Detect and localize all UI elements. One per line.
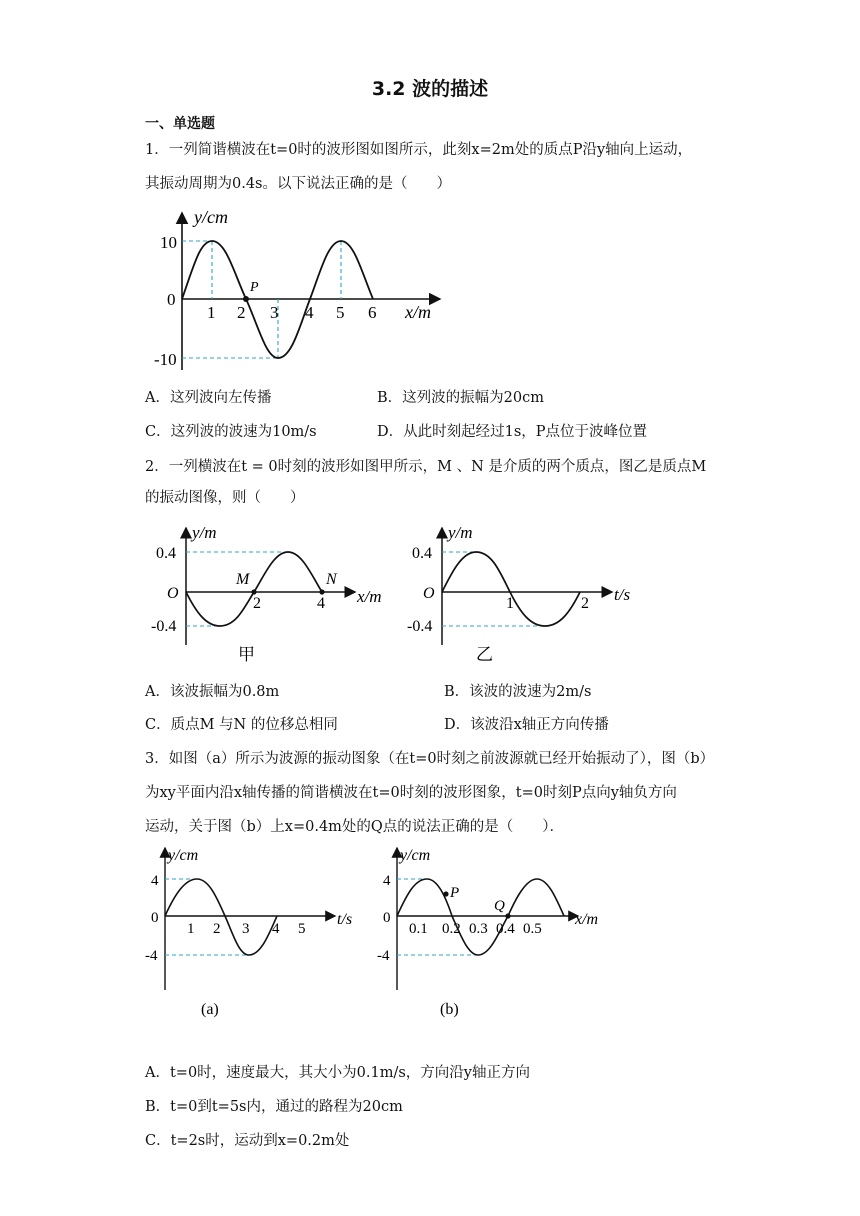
q3-option-c: C．t=2s时，运动到x=0.2m处 xyxy=(145,1133,350,1149)
q1-option-b: B．这列波的振幅为20cm xyxy=(377,390,544,406)
svg-text:0.3: 0.3 xyxy=(469,921,488,937)
q2-caption-b: 乙 xyxy=(476,645,493,664)
q2-option-b: B．该波的波速为2m/s xyxy=(444,684,592,700)
q3-text-line-3: 运动，关于图（b）上x=0.4m处的Q点的说法正确的是（ ）． xyxy=(145,819,565,835)
q3-text-line-1: 3．如图（a）所示为波源的振动图象（在t=0时刻之前波源就已经开始振动了），图（b） xyxy=(145,751,715,767)
svg-text:2: 2 xyxy=(253,595,261,612)
q1-wave-figure xyxy=(150,205,450,375)
svg-text:x/m: x/m xyxy=(357,587,382,606)
q1-y-label: y/cm xyxy=(194,207,228,227)
svg-text:4: 4 xyxy=(151,873,159,889)
svg-text:-0.4: -0.4 xyxy=(407,618,433,635)
svg-text:1: 1 xyxy=(187,921,195,937)
q3-option-b: B．t=0到t=5s内，通过的路程为20cm xyxy=(145,1099,403,1115)
section-heading: 一、单选题 xyxy=(145,116,215,132)
q3-vibration-figure-a xyxy=(145,842,365,1022)
svg-text:Q: Q xyxy=(494,898,505,914)
q2-vibration-figure-b xyxy=(400,520,640,670)
svg-text:0.1: 0.1 xyxy=(409,921,428,937)
q1-xtick: 5 xyxy=(336,303,345,322)
svg-text:0.4: 0.4 xyxy=(496,921,515,937)
svg-text:0.5: 0.5 xyxy=(523,921,542,937)
svg-text:y/m: y/m xyxy=(192,523,217,542)
svg-text:4: 4 xyxy=(383,873,391,889)
q3-option-a: A．t=0时，速度最大，其大小为0.1m/s，方向沿y轴正方向 xyxy=(145,1065,530,1081)
svg-text:P: P xyxy=(450,885,460,901)
q3-vibration-curve-a xyxy=(165,879,277,955)
q3-text-line-2: 为xy平面内沿x轴传播的简谐横波在t=0时刻的波形图象，t=0时刻P点向y轴负方向 xyxy=(145,785,677,801)
q2-option-a: A．该波振幅为0.8m xyxy=(145,684,280,700)
q3-wave-figure-b xyxy=(370,842,620,1022)
svg-text:y/m: y/m xyxy=(448,523,473,542)
svg-text:2: 2 xyxy=(213,921,221,937)
svg-text:0.2: 0.2 xyxy=(442,921,461,937)
q1-ytick: -10 xyxy=(154,350,177,369)
q1-xtick: 6 xyxy=(368,303,377,322)
q1-ytick: 10 xyxy=(160,233,177,252)
svg-text:-4: -4 xyxy=(377,948,390,964)
q2-option-d: D．该波沿x轴正方向传播 xyxy=(444,717,609,733)
svg-text:M: M xyxy=(236,571,250,588)
q2-text-line-1: 2．一列横波在t = 0时刻的波形如图甲所示，M 、N 是介质的两个质点，图乙是质点M xyxy=(145,459,707,475)
svg-text:0: 0 xyxy=(383,910,391,926)
q2-vibration-curve-b xyxy=(442,552,580,626)
svg-text:N: N xyxy=(326,571,337,588)
q1-option-a: A．这列波向左传播 xyxy=(145,390,272,406)
q2-caption-a: 甲 xyxy=(238,645,255,664)
svg-text:3: 3 xyxy=(242,921,250,937)
q2-option-c: C．质点M 与N 的位移总相同 xyxy=(145,717,338,733)
svg-text:2: 2 xyxy=(581,595,589,612)
q1-xtick: 1 xyxy=(207,303,216,322)
q1-point-p xyxy=(243,296,249,302)
svg-text:y/cm: y/cm xyxy=(400,847,431,864)
q1-xtick: 4 xyxy=(305,303,314,322)
svg-text:O: O xyxy=(167,585,179,602)
svg-text:O: O xyxy=(423,585,435,602)
q1-text-line-1: 1．一列简谐横波在t=0时的波形图如图所示，此刻x=2m处的质点P沿y轴向上运动， xyxy=(145,142,693,158)
q1-ytick: 0 xyxy=(167,290,176,309)
q3-caption-a: (a) xyxy=(201,1001,219,1018)
svg-text:5: 5 xyxy=(298,921,306,937)
svg-text:x/m: x/m xyxy=(575,911,599,928)
q1-x-label: x/m xyxy=(405,302,431,322)
q1-option-d: D．从此时刻起经过1s，P点位于波峰位置 xyxy=(377,424,648,440)
svg-text:1: 1 xyxy=(506,595,514,612)
svg-text:4: 4 xyxy=(272,921,280,937)
q1-xtick: 3 xyxy=(270,303,279,322)
svg-text:y/cm: y/cm xyxy=(168,847,199,864)
svg-text:t/s: t/s xyxy=(337,911,353,928)
q1-text-line-2: 其振动周期为0.4s。以下说法正确的是（ ） xyxy=(145,176,451,192)
q1-label-p: P xyxy=(250,280,259,295)
q2-wave-figure-a xyxy=(150,520,390,670)
q1-xtick: 2 xyxy=(237,303,246,322)
svg-text:-4: -4 xyxy=(145,948,158,964)
q2-text-line-2: 的振动图像，则（ ） xyxy=(145,490,305,506)
svg-text:4: 4 xyxy=(317,595,325,612)
svg-text:0: 0 xyxy=(151,910,159,926)
q3-caption-b: (b) xyxy=(440,1001,459,1018)
q1-option-c: C．这列波的波速为10m/s xyxy=(145,424,317,440)
svg-text:0.4: 0.4 xyxy=(156,545,176,562)
svg-text:t/s: t/s xyxy=(614,585,631,604)
svg-text:0.4: 0.4 xyxy=(412,545,432,562)
page-title: 3.2 波的描述 xyxy=(371,78,489,100)
svg-text:-0.4: -0.4 xyxy=(151,618,177,635)
q3-wave-curve-b xyxy=(397,879,564,955)
q2-wave-curve-a xyxy=(186,552,322,626)
